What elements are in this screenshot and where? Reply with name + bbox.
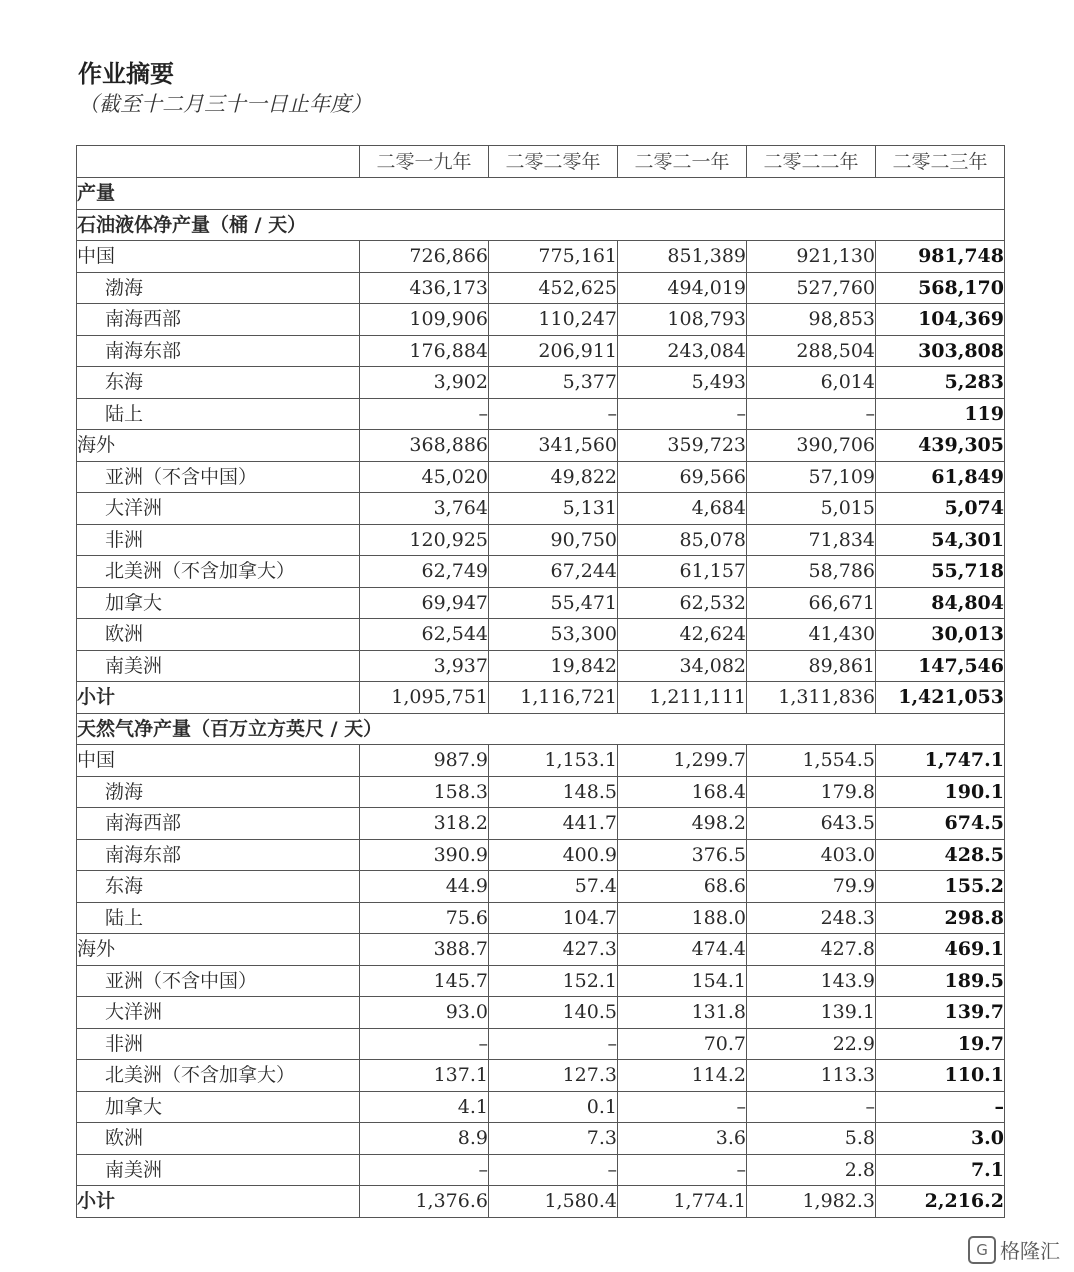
value-cell: 851,389: [618, 241, 747, 273]
value-cell: 5.8: [747, 1123, 876, 1155]
value-cell: 4,684: [618, 493, 747, 525]
value-cell: 145.7: [360, 965, 489, 997]
value-cell: –: [360, 398, 489, 430]
value-cell: 49,822: [489, 461, 618, 493]
value-cell: 674.5: [876, 808, 1005, 840]
value-cell: 206,911: [489, 335, 618, 367]
value-cell: 7.1: [876, 1154, 1005, 1186]
value-cell: 109,906: [360, 304, 489, 336]
value-cell: 427.3: [489, 934, 618, 966]
value-cell: –: [876, 1091, 1005, 1123]
value-cell: 114.2: [618, 1060, 747, 1092]
gelonghui-logo-icon: G: [968, 1236, 996, 1264]
table-row: [77, 430, 1005, 462]
value-cell: 155.2: [876, 871, 1005, 903]
table-row: [77, 367, 1005, 399]
value-cell: 643.5: [747, 808, 876, 840]
value-cell: 131.8: [618, 997, 747, 1029]
table-row: [77, 745, 1005, 777]
value-cell: 452,625: [489, 272, 618, 304]
value-cell: 67,244: [489, 556, 618, 588]
year-header: 二零二零年: [489, 146, 618, 178]
value-cell: 120,925: [360, 524, 489, 556]
value-cell: 154.1: [618, 965, 747, 997]
value-cell: 168.4: [618, 776, 747, 808]
table-row: [77, 650, 1005, 682]
value-cell: 921,130: [747, 241, 876, 273]
table-row: [77, 1091, 1005, 1123]
value-cell: 62,544: [360, 619, 489, 651]
value-cell: 6,014: [747, 367, 876, 399]
section-heading: 天然气净产量（百万立方英尺 / 天）: [77, 713, 1005, 745]
value-cell: 376.5: [618, 839, 747, 871]
value-cell: –: [489, 1154, 618, 1186]
value-cell: 66,671: [747, 587, 876, 619]
value-cell: 69,566: [618, 461, 747, 493]
value-cell: 4.1: [360, 1091, 489, 1123]
value-cell: 2.8: [747, 1154, 876, 1186]
value-cell: 61,157: [618, 556, 747, 588]
table-row: [77, 1154, 1005, 1186]
value-cell: 5,377: [489, 367, 618, 399]
value-cell: 69,947: [360, 587, 489, 619]
value-cell: 390.9: [360, 839, 489, 871]
value-cell: 427.8: [747, 934, 876, 966]
value-cell: 1,311,836: [747, 682, 876, 714]
value-cell: 90,750: [489, 524, 618, 556]
value-cell: 298.8: [876, 902, 1005, 934]
subtotal-row: [77, 682, 1005, 714]
row-label: 小计: [77, 682, 360, 714]
row-label: 东海: [77, 871, 360, 903]
table-row: [77, 839, 1005, 871]
value-cell: –: [747, 1091, 876, 1123]
table-row: [77, 556, 1005, 588]
value-cell: 527,760: [747, 272, 876, 304]
value-cell: 7.3: [489, 1123, 618, 1155]
table-row: [77, 1123, 1005, 1155]
value-cell: –: [618, 1091, 747, 1123]
page-subtitle: （截至十二月三十一日止年度）: [78, 92, 372, 116]
value-cell: 5,074: [876, 493, 1005, 525]
value-cell: 288,504: [747, 335, 876, 367]
value-cell: –: [618, 398, 747, 430]
table-row: [77, 335, 1005, 367]
value-cell: –: [618, 1154, 747, 1186]
header-blank-cell: [77, 146, 360, 178]
value-cell: 1,747.1: [876, 745, 1005, 777]
row-label: 海外: [77, 430, 360, 462]
table-row: [77, 871, 1005, 903]
year-header: 二零二二年: [747, 146, 876, 178]
section-row: [77, 178, 1005, 210]
value-cell: 148.5: [489, 776, 618, 808]
value-cell: 318.2: [360, 808, 489, 840]
value-cell: 147,546: [876, 650, 1005, 682]
value-cell: 5,015: [747, 493, 876, 525]
value-cell: 61,849: [876, 461, 1005, 493]
value-cell: 55,718: [876, 556, 1005, 588]
value-cell: 79.9: [747, 871, 876, 903]
table-row: [77, 997, 1005, 1029]
row-label: 东海: [77, 367, 360, 399]
row-label: 亚洲（不含中国）: [77, 461, 360, 493]
value-cell: 62,532: [618, 587, 747, 619]
value-cell: 119: [876, 398, 1005, 430]
value-cell: 57,109: [747, 461, 876, 493]
row-label: 南美洲: [77, 1154, 360, 1186]
value-cell: 3,764: [360, 493, 489, 525]
row-label: 南海东部: [77, 335, 360, 367]
row-label: 渤海: [77, 272, 360, 304]
value-cell: 190.1: [876, 776, 1005, 808]
value-cell: 68.6: [618, 871, 747, 903]
value-cell: 3.6: [618, 1123, 747, 1155]
row-label: 陆上: [77, 398, 360, 430]
row-label: 中国: [77, 241, 360, 273]
row-label: 欧洲: [77, 619, 360, 651]
value-cell: 1,153.1: [489, 745, 618, 777]
row-label: 海外: [77, 934, 360, 966]
value-cell: 403.0: [747, 839, 876, 871]
value-cell: 2,216.2: [876, 1186, 1005, 1218]
row-label: 小计: [77, 1186, 360, 1218]
table-row: [77, 965, 1005, 997]
value-cell: 110.1: [876, 1060, 1005, 1092]
value-cell: 3.0: [876, 1123, 1005, 1155]
value-cell: 127.3: [489, 1060, 618, 1092]
row-label: 大洋洲: [77, 493, 360, 525]
row-label: 南海西部: [77, 808, 360, 840]
watermark: [968, 1235, 1060, 1264]
table-row: [77, 272, 1005, 304]
value-cell: 436,173: [360, 272, 489, 304]
value-cell: 494,019: [618, 272, 747, 304]
value-cell: 110,247: [489, 304, 618, 336]
value-cell: 19.7: [876, 1028, 1005, 1060]
value-cell: 45,020: [360, 461, 489, 493]
table-row: [77, 808, 1005, 840]
value-cell: 75.6: [360, 902, 489, 934]
section-row: [77, 209, 1005, 241]
value-cell: 439,305: [876, 430, 1005, 462]
value-cell: 57.4: [489, 871, 618, 903]
table-row: [77, 461, 1005, 493]
row-label: 渤海: [77, 776, 360, 808]
value-cell: 54,301: [876, 524, 1005, 556]
table-row: [77, 524, 1005, 556]
value-cell: 189.5: [876, 965, 1005, 997]
row-label: 非洲: [77, 1028, 360, 1060]
table-row: [77, 902, 1005, 934]
value-cell: 987.9: [360, 745, 489, 777]
row-label: 南海东部: [77, 839, 360, 871]
value-cell: 158.3: [360, 776, 489, 808]
year-header-row: [77, 146, 1005, 178]
value-cell: 1,116,721: [489, 682, 618, 714]
table-row: [77, 398, 1005, 430]
value-cell: 137.1: [360, 1060, 489, 1092]
section-heading: 产量: [77, 178, 1005, 210]
value-cell: 1,376.6: [360, 1186, 489, 1218]
value-cell: –: [360, 1028, 489, 1060]
value-cell: 188.0: [618, 902, 747, 934]
value-cell: 53,300: [489, 619, 618, 651]
operations-summary-table: [76, 145, 1005, 1218]
value-cell: 243,084: [618, 335, 747, 367]
value-cell: 41,430: [747, 619, 876, 651]
table-row: [77, 619, 1005, 651]
table-row: [77, 493, 1005, 525]
table-row: [77, 934, 1005, 966]
value-cell: 104.7: [489, 902, 618, 934]
row-label: 欧洲: [77, 1123, 360, 1155]
value-cell: 568,170: [876, 272, 1005, 304]
value-cell: 85,078: [618, 524, 747, 556]
value-cell: 70.7: [618, 1028, 747, 1060]
value-cell: 1,211,111: [618, 682, 747, 714]
watermark-text: 格隆汇: [1000, 1239, 1060, 1263]
value-cell: 71,834: [747, 524, 876, 556]
value-cell: 62,749: [360, 556, 489, 588]
value-cell: 5,493: [618, 367, 747, 399]
row-label: 南海西部: [77, 304, 360, 336]
table-row: [77, 587, 1005, 619]
value-cell: 22.9: [747, 1028, 876, 1060]
value-cell: 303,808: [876, 335, 1005, 367]
table-body: [77, 178, 1005, 1218]
value-cell: 44.9: [360, 871, 489, 903]
value-cell: 34,082: [618, 650, 747, 682]
value-cell: 89,861: [747, 650, 876, 682]
value-cell: 400.9: [489, 839, 618, 871]
value-cell: 775,161: [489, 241, 618, 273]
value-cell: 981,748: [876, 241, 1005, 273]
value-cell: 441.7: [489, 808, 618, 840]
value-cell: 368,886: [360, 430, 489, 462]
value-cell: 1,299.7: [618, 745, 747, 777]
page-title: 作业摘要: [78, 59, 174, 88]
value-cell: 98,853: [747, 304, 876, 336]
section-heading: 石油液体净产量（桶 / 天）: [77, 209, 1005, 241]
value-cell: 179.8: [747, 776, 876, 808]
value-cell: 469.1: [876, 934, 1005, 966]
row-label: 北美洲（不含加拿大）: [77, 1060, 360, 1092]
value-cell: 143.9: [747, 965, 876, 997]
value-cell: 248.3: [747, 902, 876, 934]
table-row: [77, 1060, 1005, 1092]
value-cell: 428.5: [876, 839, 1005, 871]
value-cell: 113.3: [747, 1060, 876, 1092]
value-cell: 42,624: [618, 619, 747, 651]
table-row: [77, 1028, 1005, 1060]
year-header: 二零二三年: [876, 146, 1005, 178]
value-cell: 55,471: [489, 587, 618, 619]
value-cell: 5,283: [876, 367, 1005, 399]
value-cell: 726,866: [360, 241, 489, 273]
value-cell: 8.9: [360, 1123, 489, 1155]
value-cell: –: [747, 398, 876, 430]
value-cell: 93.0: [360, 997, 489, 1029]
row-label: 非洲: [77, 524, 360, 556]
row-label: 南美洲: [77, 650, 360, 682]
value-cell: 84,804: [876, 587, 1005, 619]
value-cell: 104,369: [876, 304, 1005, 336]
value-cell: 139.7: [876, 997, 1005, 1029]
value-cell: 3,937: [360, 650, 489, 682]
value-cell: 30,013: [876, 619, 1005, 651]
value-cell: 474.4: [618, 934, 747, 966]
subtotal-row: [77, 1186, 1005, 1218]
value-cell: 1,554.5: [747, 745, 876, 777]
table-row: [77, 304, 1005, 336]
value-cell: 359,723: [618, 430, 747, 462]
value-cell: 140.5: [489, 997, 618, 1029]
value-cell: 19,842: [489, 650, 618, 682]
value-cell: 390,706: [747, 430, 876, 462]
value-cell: 0.1: [489, 1091, 618, 1123]
value-cell: –: [489, 1028, 618, 1060]
value-cell: 58,786: [747, 556, 876, 588]
value-cell: –: [489, 398, 618, 430]
row-label: 加拿大: [77, 1091, 360, 1123]
row-label: 加拿大: [77, 587, 360, 619]
value-cell: 108,793: [618, 304, 747, 336]
table-row: [77, 776, 1005, 808]
value-cell: –: [360, 1154, 489, 1186]
row-label: 北美洲（不含加拿大）: [77, 556, 360, 588]
section-row: [77, 713, 1005, 745]
value-cell: 5,131: [489, 493, 618, 525]
value-cell: 341,560: [489, 430, 618, 462]
table-row: [77, 241, 1005, 273]
value-cell: 1,421,053: [876, 682, 1005, 714]
value-cell: 1,095,751: [360, 682, 489, 714]
year-header: 二零一九年: [360, 146, 489, 178]
row-label: 中国: [77, 745, 360, 777]
value-cell: 1,580.4: [489, 1186, 618, 1218]
value-cell: 3,902: [360, 367, 489, 399]
value-cell: 1,982.3: [747, 1186, 876, 1218]
value-cell: 1,774.1: [618, 1186, 747, 1218]
row-label: 亚洲（不含中国）: [77, 965, 360, 997]
value-cell: 388.7: [360, 934, 489, 966]
row-label: 陆上: [77, 902, 360, 934]
row-label: 大洋洲: [77, 997, 360, 1029]
year-header: 二零二一年: [618, 146, 747, 178]
value-cell: 176,884: [360, 335, 489, 367]
value-cell: 498.2: [618, 808, 747, 840]
value-cell: 139.1: [747, 997, 876, 1029]
value-cell: 152.1: [489, 965, 618, 997]
